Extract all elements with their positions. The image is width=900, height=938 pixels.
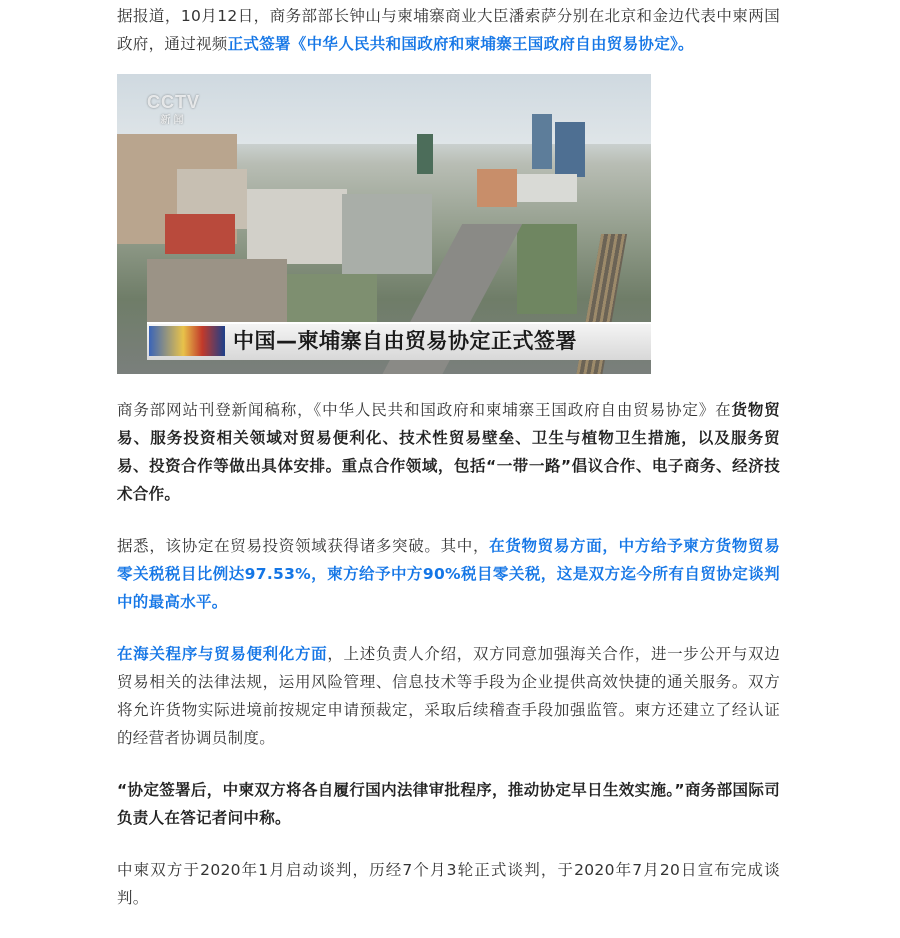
paragraph-intro — [117, 2, 780, 58]
photo-building — [555, 122, 585, 177]
paragraph-agreement-scope — [117, 396, 780, 508]
photo-building — [477, 169, 517, 207]
paragraph-breakthroughs — [117, 532, 780, 616]
photo-caption: 中国—柬埔寨自由贸易协定正式签署 — [233, 329, 577, 353]
photo-building — [147, 259, 287, 329]
article-body — [117, 2, 780, 912]
intro-highlight: 正式签署《中华人民共和国政府和柬埔寨王国政府自由贸易协定》。 — [227, 35, 694, 53]
news-photo — [117, 74, 651, 374]
paragraph-customs — [117, 640, 780, 752]
photo-building — [165, 214, 235, 254]
customs-highlight: 在海关程序与贸易便利化方面 — [117, 645, 328, 663]
intro-text: 据报道，10月12日，商务部部长钟山与柬埔寨商业大臣潘索萨分别在北京和金边代表中柬两国政府，通过视频 — [117, 7, 780, 53]
caption-thumbnail — [149, 326, 225, 356]
photo-building — [342, 194, 432, 274]
breakthrough-text: 据悉，该协定在贸易投资领域获得诸多突破。其中， — [117, 537, 490, 555]
paragraph-quote: “协定签署后，中柬双方将各自履行国内法律审批程序，推动协定早日生效实施。”商务部国际司负责人在答记者问中称。 — [117, 781, 780, 827]
customs-text: ，上述负责人介绍，双方同意加强海关合作，进一步公开与双边贸易相关的法律法规，运用风险管理、信息技术等手段为企业提供高效快捷的通关服务。双方将允许货物实际进境前按规定申请预裁定，采取后续稽查手段加强监管。柬方还建立了经认证的经营者协调员制度。 — [117, 645, 780, 747]
photo-building — [287, 274, 377, 329]
cctv-logo-text: CCTV — [147, 92, 200, 112]
scope-text: 商务部网站刊登新闻稿称，《中华人民共和国政府和柬埔寨王国政府自由贸易协定》在 — [117, 401, 732, 419]
photo-building — [517, 224, 577, 314]
photo-building — [247, 189, 347, 264]
breakthrough-highlight: 在货物贸易方面，中方给予柬方货物贸易零关税税目比例达97.53%，柬方给予中方90%税目零关税，这是双方迄今所有自贸协定谈判中的最高水平。 — [117, 537, 780, 611]
photo-building — [532, 114, 552, 169]
photo-building — [517, 174, 577, 202]
cctv-logo — [147, 92, 200, 126]
photo-building — [417, 134, 433, 174]
cctv-logo-sub: 新闻 — [160, 115, 187, 126]
paragraph-timeline: 中柬双方于2020年1月启动谈判，历经7个月3轮正式谈判，于2020年7月20日宣布完成谈判。 — [117, 861, 780, 907]
scope-bold: 货物贸易、服务投资相关领域对贸易便利化、技术性贸易壁垒、卫生与植物卫生措施，以及服务贸易、投资合作等做出具体安排。重点合作领域，包括“一带一路”倡议合作、电子商务、经济技术合作。 — [117, 401, 781, 503]
